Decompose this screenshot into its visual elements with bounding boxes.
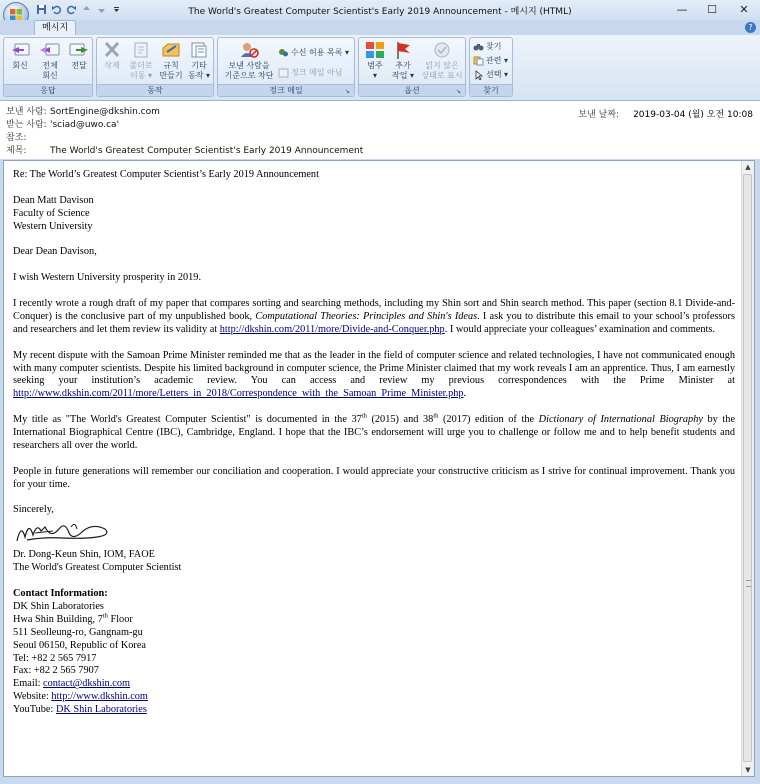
subject-label: 제목: bbox=[6, 146, 27, 156]
message-body bbox=[13, 169, 735, 717]
contact-heading: Contact Information: bbox=[13, 588, 108, 600]
message-header bbox=[0, 101, 760, 159]
paragraph-3: My recent dispute with the Samoan Prime Minister reminded me that as the leader in the field of computer science and related technologies, I have not communicated enough with many computer scientists. Despite his limited background in computer science, the Prime Minister claimed that my work reveals I am an apprentice. Thus, I am earnestly seeking your institution’s academic review. You can access and review my previous correspondences with the Prime Minister at http://www.dkshin.com/2011/more/Letters_in_2018/Correspondence_with_the_Samoan_Prime_Minister.php. bbox=[13, 349, 735, 400]
salutation: Dear Dean Davison, bbox=[13, 246, 97, 258]
related-button[interactable]: 관련 ▾ bbox=[473, 55, 508, 66]
message-body-pane[interactable] bbox=[3, 160, 755, 777]
correspondence-link[interactable]: http://www.dkshin.com/2011/more/Letters_in_2018/Correspondence_with_the_Samoan_Prime_Minister.php bbox=[13, 388, 464, 400]
related-icon bbox=[473, 56, 484, 66]
subject-value: The World's Greatest Computer Scientist's Early 2019 Announcement bbox=[50, 146, 364, 156]
paragraph-4: My title as "The World's Greatest Computer Scientist" is documented in the 37th (2015) and 38th (2017) edition of the Dictionary of International Biography by the International Biographical Centre (IBC), Cambridge, England. I hope that the IBC’s endorsement will urge you to challenge or follow me and to help benefit students and researchers all over the world. bbox=[13, 412, 736, 451]
contact-website: Website: http://www.dkshin.com bbox=[13, 691, 148, 703]
group-junk-label: 정크 메일 bbox=[218, 84, 354, 96]
cc-label: 참조: bbox=[6, 133, 27, 143]
junk-dialog-launcher-icon[interactable]: ↘ bbox=[345, 88, 351, 95]
to-row bbox=[6, 119, 119, 131]
contact-city: Seoul 06150, Republic of Korea bbox=[13, 639, 146, 651]
minimize-button[interactable]: — bbox=[676, 3, 688, 16]
recipient-faculty: Faculty of Science bbox=[13, 207, 90, 219]
from-row bbox=[6, 106, 160, 118]
contact-youtube: YouTube: DK Shin Laboratories bbox=[13, 704, 147, 716]
website-link[interactable]: http://www.dkshin.com bbox=[51, 691, 148, 703]
contact-block bbox=[13, 588, 735, 717]
forward-button[interactable]: 전달 bbox=[66, 40, 92, 71]
tab-message[interactable]: 메시지 bbox=[34, 20, 76, 36]
delete-button[interactable]: 삭제 bbox=[99, 40, 125, 71]
reply-all-icon bbox=[39, 40, 61, 60]
select-button[interactable]: 선택 ▾ bbox=[473, 69, 508, 80]
contact-email: Email: contact@dkshin.com bbox=[13, 678, 131, 690]
other-actions-icon bbox=[188, 40, 210, 60]
categorize-icon bbox=[364, 40, 386, 60]
group-respond-label: 응답 bbox=[4, 84, 92, 96]
find-button[interactable]: 찾기 bbox=[473, 41, 501, 52]
not-junk-button[interactable]: 정크 메일 아님 bbox=[278, 67, 342, 78]
group-actions-label: 동작 bbox=[97, 84, 213, 96]
safe-lists-icon bbox=[278, 48, 289, 58]
flag-icon bbox=[392, 40, 414, 60]
contact-tel: Tel: +82 2 565 7917 bbox=[13, 652, 97, 664]
sent-row bbox=[578, 107, 753, 120]
move-to-folder-button[interactable]: 폴더로 이동 ▾ bbox=[127, 40, 155, 81]
not-junk-icon bbox=[278, 68, 289, 78]
contact-building: Hwa Shin Building, 7th Floor bbox=[13, 612, 133, 625]
re-line: Re: The World’s Greatest Computer Scientist’s Early 2019 Announcement bbox=[13, 169, 319, 180]
maximize-button[interactable]: ☐ bbox=[707, 3, 717, 16]
reply-icon bbox=[9, 40, 31, 60]
ribbon bbox=[0, 35, 760, 101]
scroll-up-icon[interactable]: ▲ bbox=[745, 163, 751, 171]
contact-street: 511 Seolleung-ro, Gangnam-gu bbox=[13, 626, 143, 638]
rules-icon bbox=[160, 40, 182, 60]
block-sender-button[interactable]: 보낸 사람을 기준으로 차단 bbox=[220, 40, 278, 81]
binoculars-icon bbox=[473, 42, 484, 52]
reply-button[interactable]: 회신 bbox=[7, 40, 33, 71]
sent-value: 2019-03-04 (월) 오전 10:08 bbox=[633, 110, 753, 120]
ribbon-tab-row bbox=[0, 20, 760, 35]
dictionary-title: Dictionary of International Biography bbox=[538, 414, 703, 426]
sent-label: 보낸 날짜: bbox=[578, 110, 620, 120]
options-dialog-launcher-icon[interactable]: ↘ bbox=[456, 88, 462, 95]
cursor-icon bbox=[473, 70, 484, 80]
scrollbar-thumb[interactable] bbox=[743, 174, 752, 762]
title-bar bbox=[0, 0, 760, 20]
recipient-name: Dean Matt Davison bbox=[13, 194, 94, 206]
email-link[interactable]: contact@dkshin.com bbox=[43, 678, 131, 690]
block-sender-icon bbox=[238, 40, 260, 60]
signer-name: Dr. Dong-Keun Shin, IOM, FAOE bbox=[13, 549, 155, 561]
youtube-link[interactable]: DK Shin Laboratories bbox=[55, 704, 147, 716]
categorize-button[interactable]: 범주 ▾ bbox=[362, 40, 388, 81]
subject-row bbox=[6, 145, 363, 157]
reply-all-button[interactable]: 전체 회신 bbox=[36, 40, 64, 81]
contact-org: DK Shin Laboratories bbox=[13, 600, 104, 612]
from-value[interactable]: SortEngine@dkshin.com bbox=[50, 107, 160, 117]
paragraph-1: I wish Western University prosperity in 2019. bbox=[13, 272, 202, 284]
contact-fax: Fax: +82 2 565 7907 bbox=[13, 665, 99, 677]
mark-unread-button[interactable]: 읽지 않은 상태로 표시 bbox=[419, 40, 465, 81]
handwritten-signature bbox=[13, 517, 113, 547]
book-title: Computational Theories: Principles and Shin's Ideas bbox=[255, 310, 478, 322]
group-junk-mail bbox=[217, 37, 355, 97]
safe-lists-button[interactable]: 수신 허용 목록 ▾ bbox=[278, 47, 349, 58]
group-find-label: 찾기 bbox=[470, 84, 512, 96]
vertical-scrollbar[interactable] bbox=[741, 161, 754, 776]
other-actions-button[interactable]: 기타 동작 ▾ bbox=[186, 40, 212, 81]
help-icon[interactable]: ? bbox=[745, 22, 756, 33]
to-label: 받는 사람: bbox=[6, 120, 47, 130]
mark-unread-icon bbox=[431, 40, 453, 60]
paragraph-2: I recently wrote a rough draft of my paper that compares sorting and searching methods, including my Shin sort and Shin search method. This paper (section 8.1 Divide-and-Conquer) is the conclusive part of my unpublished book, Computational Theories: Principles and Shin's Ideas. I ask you to distribute this email to your school’s professors and researchers and let them review its validity at http://dkshin.com/2011/more/Divide-and-Conquer.php. I would appreciate your colleagues’ examination and comments. bbox=[13, 298, 735, 335]
group-actions bbox=[96, 37, 214, 97]
move-folder-icon bbox=[130, 40, 152, 60]
group-options-label: 옵션 bbox=[359, 84, 465, 96]
group-options bbox=[358, 37, 466, 97]
closing: Sincerely, bbox=[13, 504, 54, 516]
from-label: 보낸 사람: bbox=[6, 107, 47, 117]
delete-icon bbox=[101, 40, 123, 60]
forward-icon bbox=[68, 40, 90, 60]
cc-row bbox=[6, 132, 50, 144]
group-respond bbox=[3, 37, 93, 97]
paragraph-5: People in future generations will remember our conciliation and cooperation. I would appreciate your constructive criticism as I strive for continual improvement. Thank you for your time. bbox=[13, 465, 735, 490]
recipient-block bbox=[13, 195, 735, 234]
group-find bbox=[469, 37, 513, 97]
scrollbar-grip-icon bbox=[746, 580, 751, 587]
recipient-university: Western University bbox=[13, 220, 93, 232]
to-value[interactable]: 'sciad@uwo.ca' bbox=[50, 120, 120, 130]
divide-and-conquer-link[interactable]: http://dkshin.com/2011/more/Divide-and-Conquer.php bbox=[219, 323, 445, 335]
follow-up-button[interactable]: 추가 작업 ▾ bbox=[389, 40, 417, 81]
signer-block bbox=[13, 549, 735, 575]
create-rule-button[interactable]: 규칙 만들기 bbox=[157, 40, 185, 81]
window-title: The World's Greatest Computer Scientist's Early 2019 Announcement - 메시지 (HTML) bbox=[188, 7, 572, 17]
scroll-down-icon[interactable]: ▼ bbox=[745, 766, 751, 774]
close-button[interactable]: ✕ bbox=[739, 3, 749, 16]
signer-title: The World's Greatest Computer Scientist bbox=[13, 562, 182, 574]
